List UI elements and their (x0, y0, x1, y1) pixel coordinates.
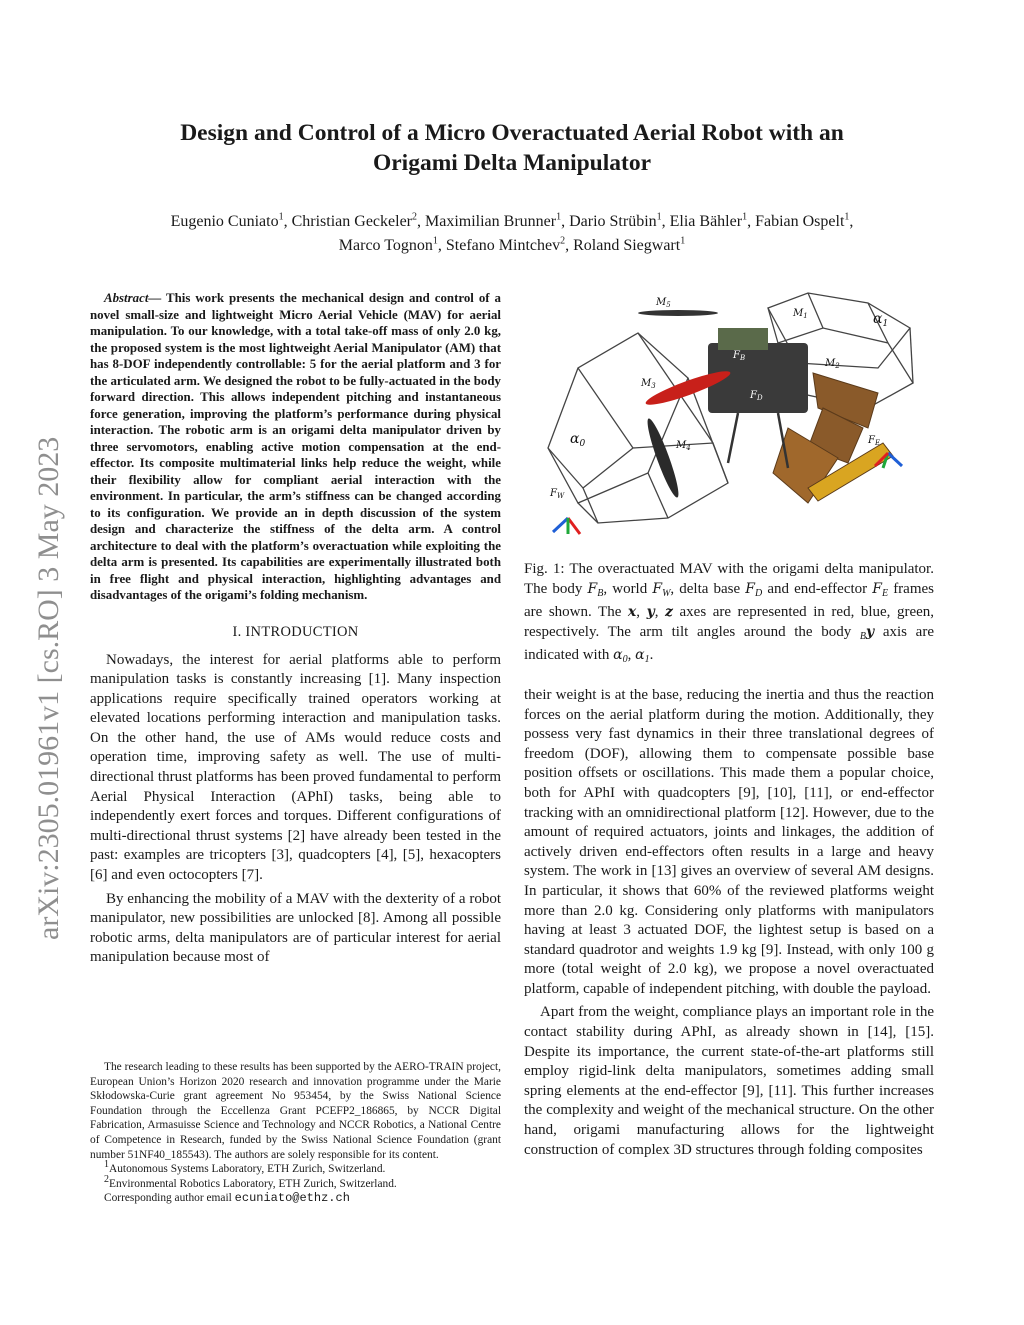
world-frame-axes (553, 518, 580, 534)
author: Fabian Ospelt (755, 213, 845, 230)
label-m5: $M_5$ (656, 297, 671, 309)
caption-label: Fig. 1: (524, 561, 565, 577)
figure-1-caption: Fig. 1: The overactuated MAV with the origami delta manipulator. The body $F_B$, world $F_W$, delta base $F_D$ and end-effector $F_E$ frames are shown. The x, y, z axes are represented in red, blue, green, respectively. The arm tilt angles around the body $_B$y axis are indicated with $\alpha_0$, $\alpha_1$. (524, 561, 935, 666)
affiliation-mark: 1 (742, 211, 748, 223)
intro-paragraph-1: Nowadays, the interest for aerial platforms able to perform manipulation tasks is constantly increasing [1]. Many inspection applications require specifically trained operators working at elevated locations performing interaction and manipulation tasks. On the other hand, the use of AMs would reduce costs and operation time, improving safety as well. The use of multi-directional thrust platforms has been proved fundamental to perform Aerial Physical Interaction (APhI) tasks, being able to independently exert forces and torques. Different configurations of multi-directional thrust systems [2] have already been tested in the past: examples are tricopters [3], quadcopters [4], [5], hexacopters [6] and even octocopters [7]. (90, 651, 501, 884)
corresponding-email[interactable]: ecuniato@ethz.ch (234, 1191, 350, 1206)
arxiv-stamp-text: arXiv:2305.01961v1 [cs.RO] 3 May 2023 (32, 436, 65, 940)
label-alpha0: $\alpha_0$ (570, 431, 586, 449)
author: Christian Geckeler (291, 213, 412, 230)
affiliation-mark: 2 (412, 211, 417, 223)
label-m3: $M_3$ (641, 378, 656, 390)
affiliation-mark: 1 (104, 1159, 109, 1171)
affiliation-text: Environmental Robotics Laboratory, ETH Zurich, Switzerland. (109, 1177, 397, 1190)
affiliation-mark: 1 (680, 235, 686, 247)
author: Roland Siegwart (573, 237, 681, 254)
author: Elia Bähler (669, 213, 743, 230)
section-heading-introduction: I. INTRODUCTION (232, 623, 359, 640)
funding-note: The research leading to these results has been supported by the AERO-TRAIN project, European Union’s Horizon 2020 research and innovation programme under the Marie Skłodowska-Curie grant agreement No 953454, by the Swiss National Science Foundation through the Eccellenza Grant PCEFP2_186865, by NCCR Digital Fabrication, Armasuisse Science and Technology and NCCR Robotics, a National Centre of Competence in Research, funded by the Swiss National Science Foundation (grant number 51NF40_185543). The authors are solely responsible for its content. (90, 1061, 501, 1161)
label-fd: $F_D$ (750, 390, 763, 402)
label-fw: $F_W$ (550, 488, 565, 500)
right-paragraph-1: their weight is at the base, reducing the inertia and thus the reaction forces on the aerial platform during the motion. Additionally, they possess very fast dynamics in their three translational degrees of freedom (DOF), allowing them to compensate possible base position offsets or oscillations. This made them a popular choice, both for APhI with quadcopters [9], [10], [11], or end-effector tracking with an omnidirectional platform [12]. However, due to the amount of required actuators, joints and linkages, the addition of actively driven end-effectors often results in a large and heavy system. The work in [13] gives an overview of several AM designs. In particular, it shows that 60% of the reviewed platforms weight more than 2.0 kg. Considering only platforms with manipulators having at least 3 actuated DOF, the lightest setup is based on a standard quadrotor and weights 1.9 kg [9]. Instead, with only 100 g more (total weight of 2.0 kg), we propose a novel overactuated platform, capable of independent pitching, with double the payload. (524, 686, 934, 997)
affiliation-mark: 1 (844, 211, 850, 223)
author: Marco Tognon (338, 237, 433, 254)
black-propeller (643, 416, 683, 499)
author-line-2: Marco Tognon$^1$, Stefano Mintchev$^2$, Roland Siegwart$^1$ (338, 235, 686, 254)
abstract-text: This work presents the mechanical design and control of a novel small-size and lightweight Micro Aerial Vehicle (MAV) for aerial manipulation. To our knowledge, with a total take-off mass of only 2.0 kg, the proposed system is the most lightweight Aerial Manipulator (AM) that has 8-DOF independently controllable: 5 for the aerial platform and 3 for the articulated arm. We designed the robot to be fully-actuated in the body forward direction. This allows independent pitching and instantaneous force generation, improving the platform’s performance during physical interaction. The robotic arm is an origami delta manipulator driven by three servomotors, enabling active motion compensation at the end-effector. Its composite multimaterial links help reduce the weight, while their flexibility allow for compliant aerial interaction with the environment. In particular, the arm’s stiffness can be changed according to its configuration. We provide an in depth discussion of the system design and characterize the stiffness of the delta arm. A control architecture to deal with the platform’s overactuation while exploiting the delta arm is presented. Its capabilities are experimentally illustrated both in free flight and physical interaction, highlighting advantages and disadvantages of the origami’s folding mechanism. (90, 291, 501, 602)
author: Stefano Mintchev (445, 237, 561, 254)
right-paragraph-2: Apart from the weight, compliance plays an important role in the contact stability during APhI, as already shown in [14], [15]. Despite its importance, the current state-of-the-art platforms still employ rigid-link delta manipulators, sometimes adding small spring elements at the end-effector [9], [11]. This further increases the complexity and weight of the mechanical structure. On the other hand, origami manufacturing allows for the lightweight construction of complex 3D structures through folding composites (524, 1004, 934, 1158)
label-m4: $M_4$ (676, 440, 691, 452)
label-m1: $M_1$ (793, 308, 808, 320)
affiliation-mark: 1 (656, 211, 662, 223)
label-m2: $M_2$ (825, 358, 840, 370)
corresponding-author (90, 1191, 501, 1206)
left-column (90, 290, 501, 968)
affiliation-mark: 2 (104, 1173, 109, 1185)
abstract: Abstract— This work presents the mechanical design and control of a novel small-size and lightweight Micro Aerial Vehicle (MAV) for aerial manipulation. To our knowledge, with a total take-off mass of only 2.0 kg, the proposed system is the most lightweight Aerial Manipulator (AM) that has 8-DOF independently controllable: 5 for the aerial platform and 3 for the articulated arm. We designed the robot to be fully-actuated in the body forward direction. This allows independent pitching and instantaneous force generation, improving the platform’s performance during physical interaction. The robotic arm is an origami delta manipulator driven by three servomotors, enabling active motion compensation at the end-effector. Its composite multimaterial links help reduce the weight, while their flexibility allow for compliant aerial interaction with the environment. In particular, the arm’s stiffness can be changed according to its configuration. We provide an in depth discussion of the system design and characterize the stiffness of the delta arm. A control architecture to deal with the platform’s overactuation while exploiting the delta arm is presented. Its capabilities are experimentally illustrated both in free flight and physical interaction, highlighting advantages and disadvantages of the origami’s folding mechanism. (90, 291, 501, 602)
affiliation-2 (90, 1173, 501, 1192)
intro-paragraph-2: By enhancing the mobility of a MAV with the dexterity of a robot manipulator, new possibilities are unlocked [8]. Among all possible robotic arms, delta manipulators are of particular interest for aerial manipulation because most of (90, 890, 501, 966)
author-list (110, 210, 914, 258)
drone-illustration (538, 288, 924, 543)
paper-title: Design and Control of a Micro Overactuated Aerial Robot with an Origami Delta Manipulator (180, 120, 844, 176)
affiliation-mark: 1 (556, 211, 562, 223)
left-propeller-guard (548, 333, 728, 523)
footnotes (90, 1060, 501, 1206)
figure-1-image (538, 288, 924, 543)
author: Dario Strübin (569, 213, 657, 230)
label-fe: $F_E$ (868, 435, 881, 447)
affiliation-mark: 1 (432, 235, 438, 247)
affiliation-mark: 2 (560, 235, 566, 247)
affiliation-mark: 1 (278, 211, 284, 223)
arxiv-stamp (14, 330, 74, 950)
affiliation-text: Autonomous Systems Laboratory, ETH Zurich, Switzerland. (109, 1163, 386, 1176)
author-line-1: Eugenio Cuniato$^1$, Christian Geckeler$^2$, Maximilian Brunner$^1$, Dario Strübin$^1$, Elia Bähler$^1$, Fabian Ospelt$^1$, (170, 211, 854, 230)
label-fb: $F_B$ (733, 350, 746, 362)
right-column (524, 560, 934, 1160)
label-alpha1: $\alpha_1$ (873, 311, 889, 329)
author: Eugenio Cuniato (170, 213, 279, 230)
affiliation-1 (90, 1159, 501, 1177)
author: Maximilian Brunner (425, 213, 557, 230)
corresponding-label: Corresponding author email (104, 1192, 232, 1205)
abstract-label: Abstract (104, 291, 149, 305)
